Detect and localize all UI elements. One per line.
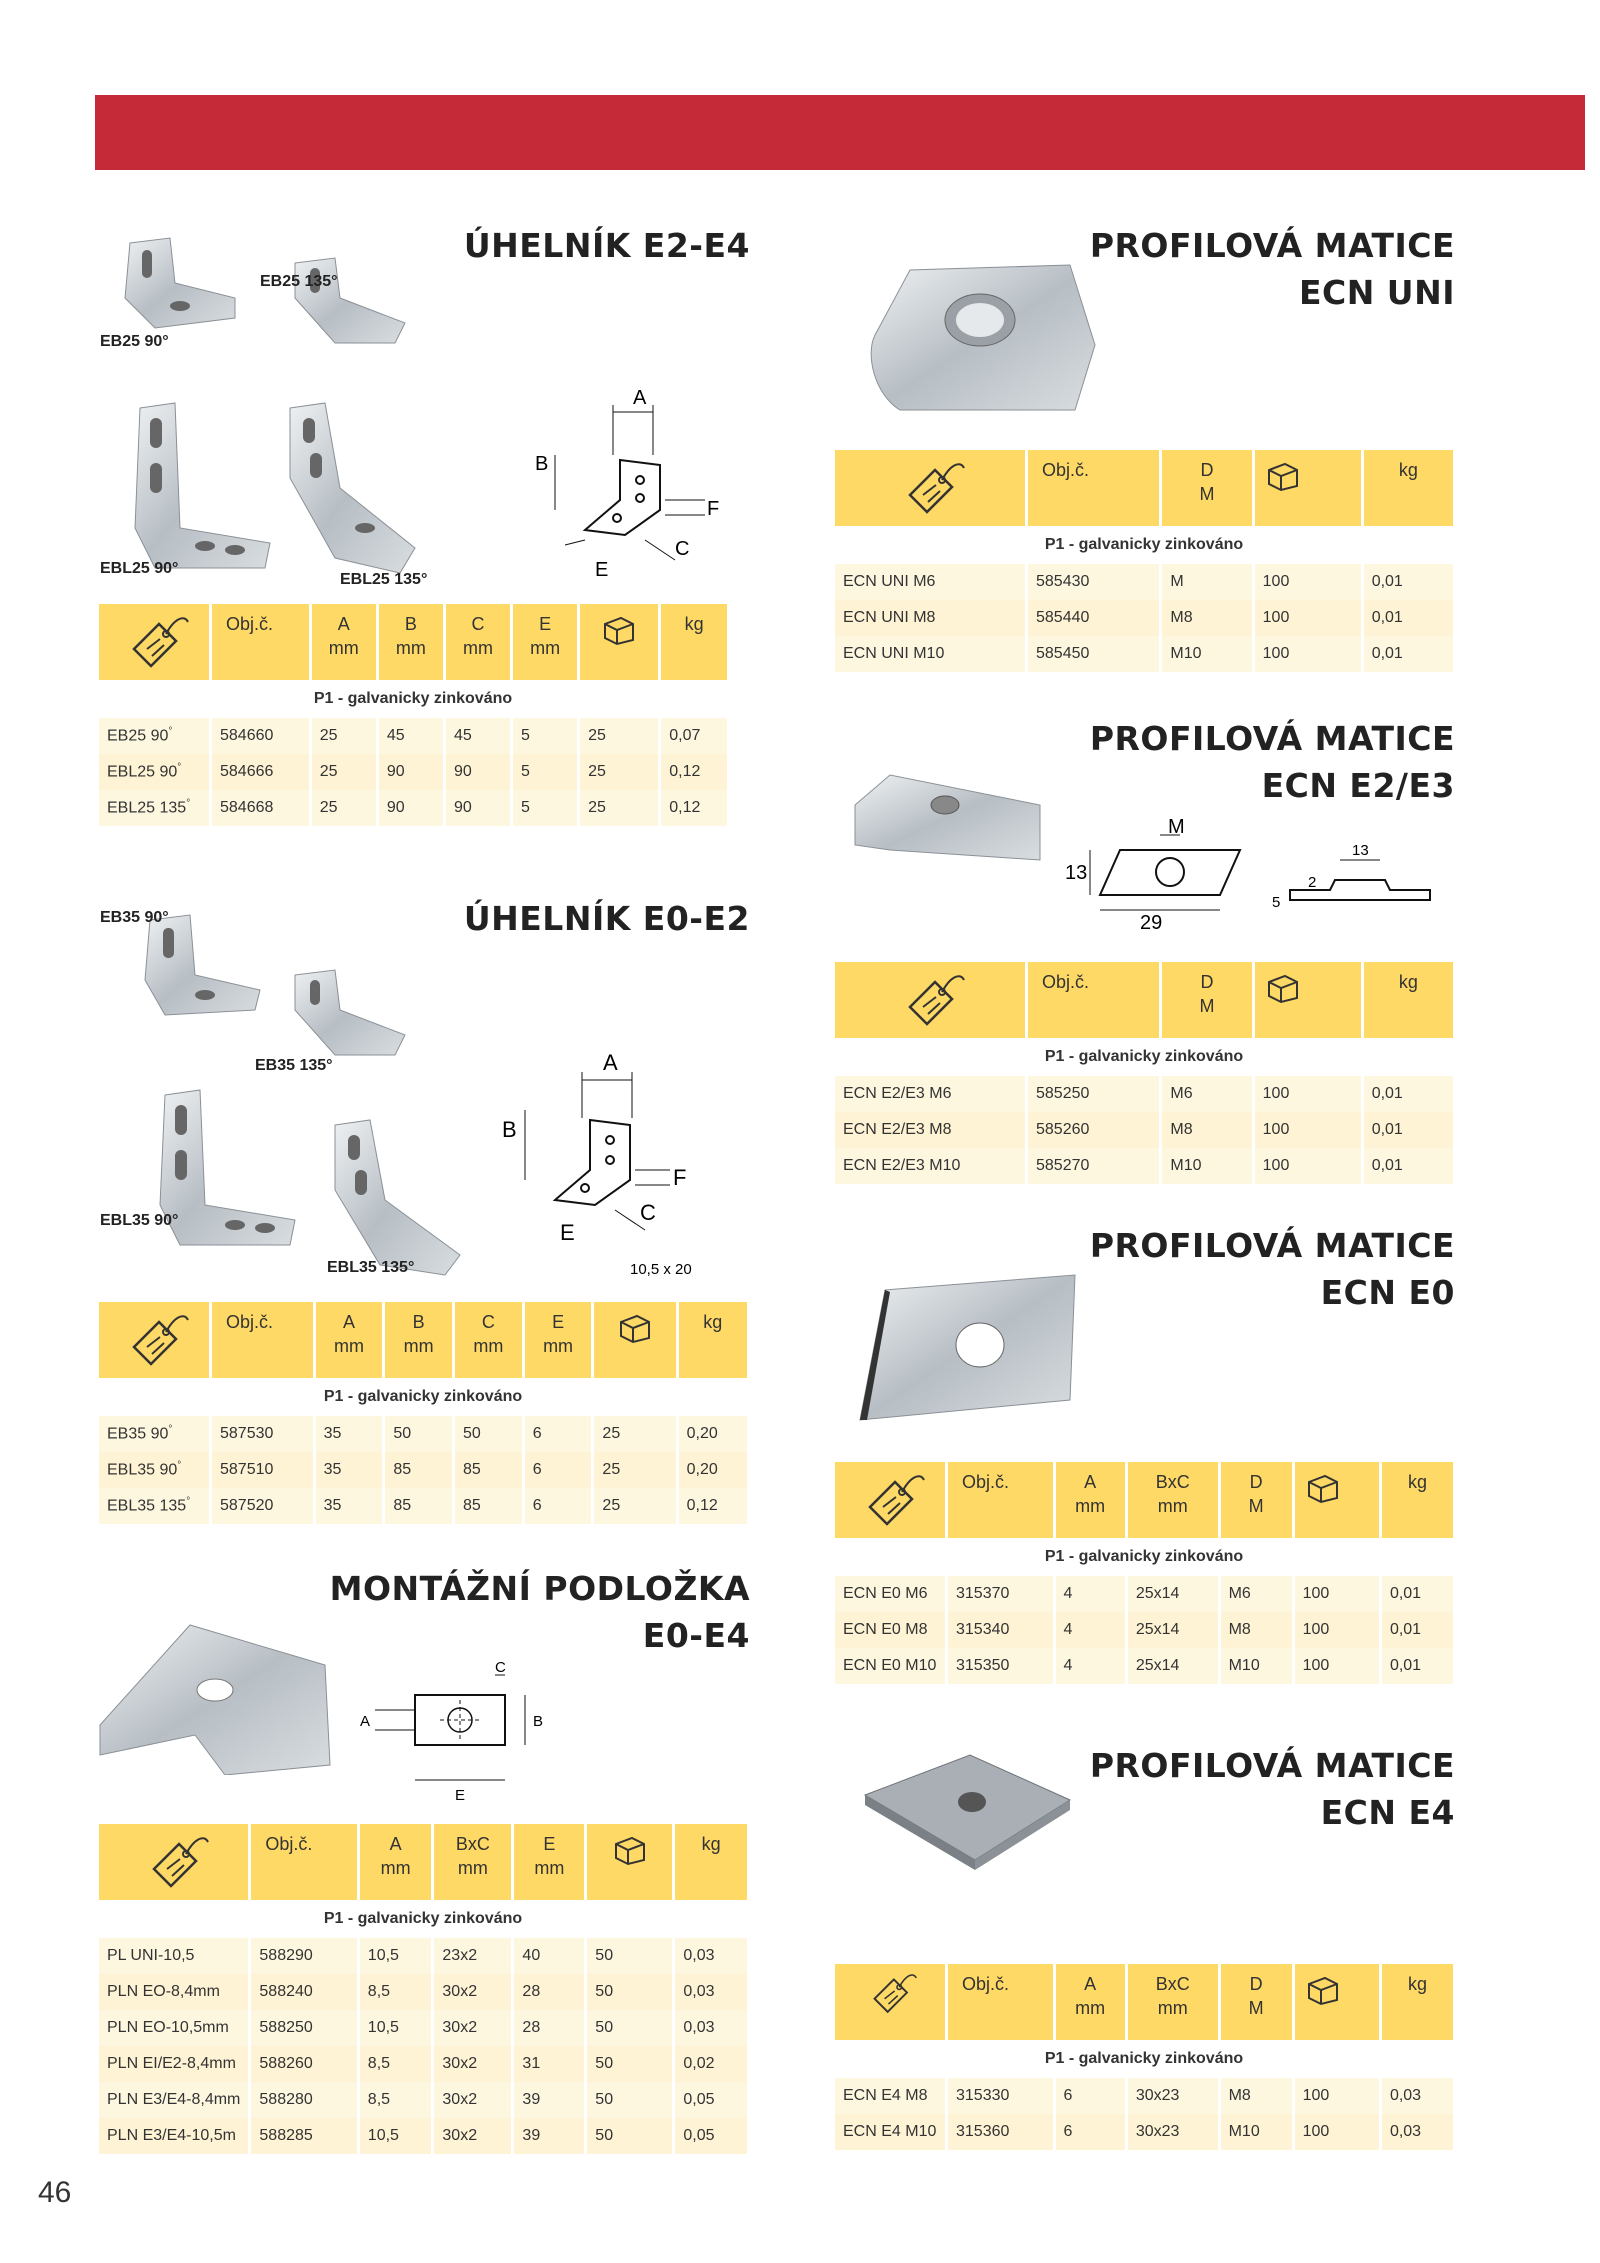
photo-label: EB25 135° [260,273,338,290]
svg-text:13: 13 [1352,842,1369,859]
product-photo-nut-uni [855,245,1105,425]
price-tag-icon [835,1462,945,1538]
table-ecn-e0: Obj.č. A mm BxC mm D M kg P1 - galvanicky zinkováno ECN E0 M6 315370 4 25x14 M6 100 0,01 ECN E0 M8 315340 4 25x14 M8 100 0,01 ECN E0 M10 315350 4 25x14 M10 100 0,01 [832,1462,1456,1684]
dimension-drawing-e2e3 [1060,815,1440,935]
svg-text:B: B [502,1117,517,1142]
section-title-ecn-e2e3: PROFILOVÁ MATICE ECN E2/E3 [1089,719,1455,805]
table-row: EBL25 135° 584668 25 90 90 5 25 0,12 [99,790,727,826]
package-icon [1295,1964,1379,2040]
table-row: ECN E2/E3 M6 585250 M6 100 0,01 [835,1076,1453,1112]
table-row: PLN E3/E4-8,4mm 588280 8,5 30x2 39 50 0,05 [99,2082,747,2118]
section-title-podlozka: MONTÁŽNÍ PODLOŽKA E0-E4 [329,1569,750,1655]
price-tag-icon [99,1302,209,1378]
page-number: 46 [38,2176,72,2209]
svg-text:C: C [675,538,690,560]
table-row: ECN UNI M8 585440 M8 100 0,01 [835,600,1453,636]
section-title-uhelnik-e2e4: ÚHELNÍK E2-E4 [463,226,750,265]
table-row: ECN E4 M10 315360 6 30x23 M10 100 0,03 [835,2114,1453,2150]
svg-text:A: A [633,390,647,409]
svg-text:5: 5 [1272,894,1281,911]
photo-label: EB35 90° [100,909,169,926]
table-row: ECN E4 M8 315330 6 30x23 M8 100 0,03 [835,2078,1453,2114]
table-row: ECN E0 M6 315370 4 25x14 M6 100 0,01 [835,1576,1453,1612]
product-photo-nut-e4 [860,1740,1080,1880]
table-row: ECN E0 M8 315340 4 25x14 M8 100 0,01 [835,1612,1453,1648]
svg-text:F: F [673,1165,687,1190]
table-row: PLN EI/E2-8,4mm 588260 8,5 30x2 31 50 0,02 [99,2046,747,2082]
svg-text:10,5 x 20: 10,5 x 20 [630,1261,692,1278]
section-title-ecn-uni: PROFILOVÁ MATICE ECN UNI [1089,226,1455,312]
dimension-drawing-washer [355,1660,575,1810]
svg-text:E: E [595,559,609,580]
svg-text:A: A [360,1713,371,1730]
photo-label: EB25 90° [100,333,169,350]
top-accent-bar [95,95,1585,170]
table-row: EB35 90° 587530 35 50 50 6 25 0,20 [99,1416,747,1452]
dimension-drawing-e0e2 [500,1050,730,1280]
table-podlozka: Obj.č. A mm BxC mm E mm kg P1 - galvanicky zinkováno PL UNI-10,5 588290 10,5 23x2 40 50 0,03 PLN EO-8,4mm 588240 8,5 30x2 28 50 0,03 PLN EO-10,5mm 588250 10,5 30x2 28 50 0,03 PLN EI/E2-8,4mm 588260 8,5 30x2 31 50 0,02 PLN E3/E4-8,4mm 588280 8,5 30x2 39 50 0,05 PLN E3/E4-10,5m 588285 10,5 30x2 39 50 0,05 [96,1824,750,2154]
price-tag-icon [835,450,1025,526]
table-row: EBL35 135° 587520 35 85 85 6 25 0,12 [99,1488,747,1524]
svg-text:F: F [707,498,720,520]
svg-text:A: A [603,1050,618,1075]
svg-text:C: C [495,1660,506,1676]
table-row: PLN E3/E4-10,5m 588285 10,5 30x2 39 50 0,05 [99,2118,747,2154]
svg-text:13: 13 [1065,862,1088,884]
table-row: ECN E2/E3 M10 585270 M10 100 0,01 [835,1148,1453,1184]
table-ecn-uni: Obj.č. D M kg P1 - galvanicky zinkováno ECN UNI M6 585430 M 100 0,01 ECN UNI M8 585440 M8 100 0,01 ECN UNI M10 585450 M10 100 0,01 [832,450,1456,672]
price-tag-icon [99,604,209,680]
table-row: ECN E2/E3 M8 585260 M8 100 0,01 [835,1112,1453,1148]
package-icon [594,1302,675,1378]
svg-text:29: 29 [1140,912,1163,934]
package-icon [580,604,658,680]
table-row: ECN UNI M6 585430 M 100 0,01 [835,564,1453,600]
photo-label: EBL25 135° [340,571,428,588]
table-row: ECN E0 M10 315350 4 25x14 M10 100 0,01 [835,1648,1453,1684]
photo-label: EBL35 135° [327,1259,415,1276]
table-uhelnik-e0e2: Obj.č. A mm B mm C mm E mm kg P1 - galvanicky zinkováno EB35 90° 587530 35 50 50 6 25 0,20 EBL35 90° 587510 35 85 85 6 25 0,20 EBL35 135° 587520 35 85 85 6 25 0,12 [96,1302,750,1524]
svg-text:E: E [560,1220,575,1245]
product-photo-nut-e0 [855,1270,1085,1430]
product-photo-brackets-e0e2 [95,900,515,1280]
svg-text:M: M [1168,816,1185,838]
package-icon [1295,1462,1379,1538]
package-icon [1255,450,1361,526]
table-ecn-e2e3: Obj.č. D M kg P1 - galvanicky zinkováno ECN E2/E3 M6 585250 M6 100 0,01 ECN E2/E3 M8 585260 M8 100 0,01 ECN E2/E3 M10 585270 M10 100 0,01 [832,962,1456,1184]
svg-text:E: E [455,1787,466,1804]
table-row: EBL25 90° 584666 25 90 90 5 25 0,12 [99,754,727,790]
section-title-uhelnik-e0e2: ÚHELNÍK E0-E2 [463,899,750,938]
svg-text:C: C [640,1200,656,1225]
table-row: EBL35 90° 587510 35 85 85 6 25 0,20 [99,1452,747,1488]
dimension-drawing-e2e4 [525,390,725,580]
product-photo-brackets-e2e4 [95,228,475,588]
svg-text:B: B [533,1713,544,1730]
price-tag-icon [835,962,1025,1038]
package-icon [1255,962,1361,1038]
table-uhelnik-e2e4: Obj.č. A mm B mm C mm E mm kg P1 - galvanicky zinkováno EB25 90° 584660 25 45 45 5 25 0,07 EBL25 90° 584666 25 90 90 5 25 0,12 EBL25 135° 584668 25 90 90 5 25 0,12 [96,604,730,826]
section-title-ecn-e4: PROFILOVÁ MATICE ECN E4 [1089,1746,1455,1832]
product-photo-nut-e2e3 [850,765,1050,875]
table-row: PL UNI-10,5 588290 10,5 23x2 40 50 0,03 [99,1938,747,1974]
package-icon [587,1824,672,1900]
product-photo-washer [95,1615,335,1775]
table-row: PLN EO-10,5mm 588250 10,5 30x2 28 50 0,03 [99,2010,747,2046]
svg-text:B: B [535,453,549,475]
price-tag-icon [99,1824,248,1900]
table-row: EB25 90° 584660 25 45 45 5 25 0,07 [99,718,727,754]
table-row: ECN UNI M10 585450 M10 100 0,01 [835,636,1453,672]
photo-label: EB35 135° [255,1057,333,1074]
section-title-ecn-e0: PROFILOVÁ MATICE ECN E0 [1089,1226,1455,1312]
table-ecn-e4: Obj.č. A mm BxC mm D M kg P1 - galvanicky zinkováno ECN E4 M8 315330 6 30x23 M8 100 0,03 ECN E4 M10 315360 6 30x23 M10 100 0,03 [832,1964,1456,2150]
photo-label: EBL25 90° [100,560,179,577]
svg-text:2: 2 [1308,874,1317,891]
table-row: PLN EO-8,4mm 588240 8,5 30x2 28 50 0,03 [99,1974,747,2010]
photo-label: EBL35 90° [100,1212,179,1229]
price-tag-icon [835,1964,945,2040]
